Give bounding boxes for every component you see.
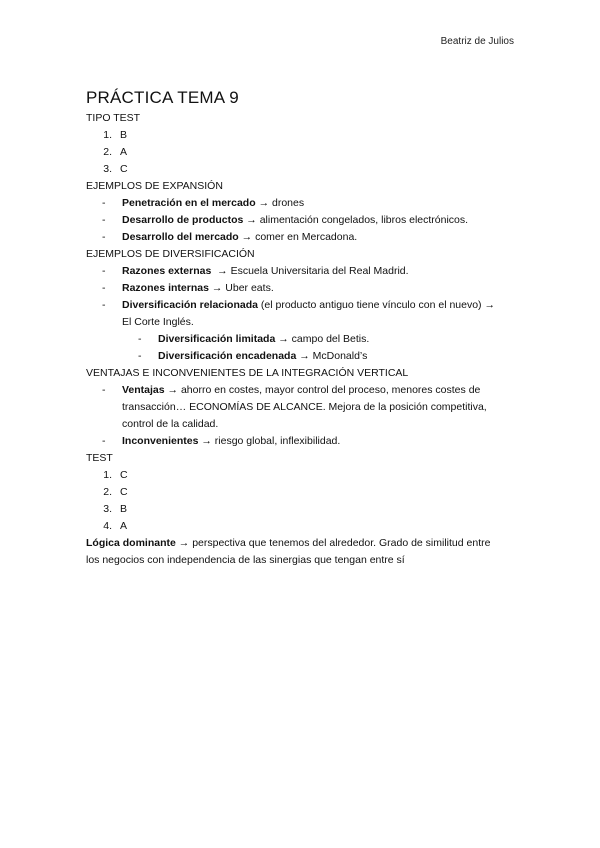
list-item-continuation: El Corte Inglés. [122,316,194,328]
section-heading-diversificacion: EJEMPLOS DE DIVERSIFICACIÓN [86,248,255,260]
list-item-continuation: transacción… ECONOMÍAS DE ALCANCE. Mejora de la posición competitiva, [122,401,487,413]
list-item: - Razones internas → Uber eats. [102,282,274,294]
sub-list-item: - Diversificación encadenada → McDonald’s [138,350,368,362]
page-title: PRÁCTICA TEMA 9 [86,88,239,107]
list-item: 2. C [103,486,128,498]
list-item: - Razones externas → Escuela Universitaria del Real Madrid. [102,265,409,277]
list-item: 2. A [103,146,128,158]
list-item: 1. B [103,129,128,141]
list-item: 1. C [103,469,128,481]
section-heading-integracion: VENTAJAS E INCONVENIENTES DE LA INTEGRACIÓN VERTICAL [86,367,409,379]
list-item-continuation: control de la calidad. [122,418,219,430]
list-item: 3. C [103,163,128,175]
paragraph-logica-dominante: Lógica dominante → perspectiva que tenemos del alrededor. Grado de similitud entre [86,537,491,549]
list-item: - Diversificación relacionada (el producto antiguo tiene vínculo con el nuevo) → [102,299,495,311]
list-item: 3. B [103,503,128,515]
header-author: Beatriz de Julios [440,36,514,47]
list-item: - Desarrollo de productos → alimentación congelados, libros electrónicos. [102,214,469,226]
paragraph-continuation: los negocios con independencia de las sinergias que tengan entre sí [86,554,405,566]
list-item: - Inconvenientes → riesgo global, inflexibilidad. [102,435,341,447]
section-heading-expansion: EJEMPLOS DE EXPANSIÓN [86,180,223,192]
section-heading-test: TEST [86,452,113,464]
list-item: - Desarrollo del mercado → comer en Mercadona. [102,231,358,243]
sub-list-item: - Diversificación limitada → campo del Betis. [138,333,370,345]
list-item: 4. A [103,520,128,532]
list-item: - Ventajas → ahorro en costes, mayor control del proceso, menores costes de [102,384,481,396]
section-heading-tipo-test: TIPO TEST [86,112,141,124]
list-item: - Penetración en el mercado → drones [102,197,305,209]
